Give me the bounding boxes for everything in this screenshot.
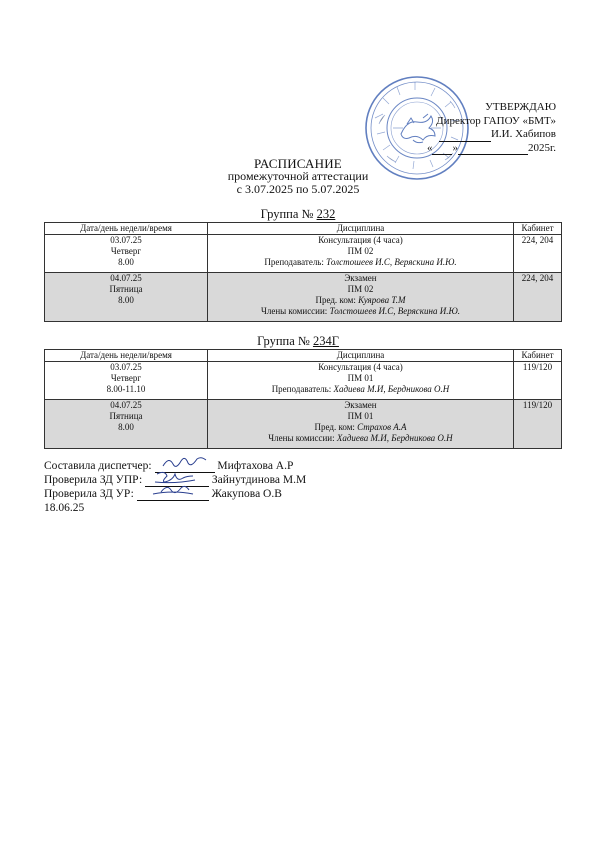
document-date: 18.06.25 (44, 502, 85, 514)
document-subtitle: промежуточной аттестации (227, 169, 369, 183)
row-time: 8.00 (118, 257, 134, 267)
signature-line (137, 489, 209, 501)
members-names: Хадиева М.И, Бердникова О.Н (336, 433, 453, 443)
chair-name: Куярова Т.М (358, 295, 406, 305)
header-room: Кабинет (514, 350, 562, 362)
signer-name: Жакупова О.В (211, 488, 282, 500)
approval-title: УТВЕРЖДАЮ (485, 101, 556, 113)
header-discipline: Дисциплина (208, 350, 514, 362)
day-blank (432, 144, 452, 155)
members-label: Члены комиссии: (268, 433, 335, 443)
header-room: Кабинет (514, 223, 562, 235)
table-row (45, 273, 562, 322)
approval-block (406, 101, 556, 155)
person-label: Преподаватель: (264, 257, 324, 267)
row-type: Консультация (4 часа) (318, 362, 403, 372)
signer-label: Проверила ЗД УР: (44, 488, 134, 500)
table-header-row (45, 350, 562, 362)
row-type: Экзамен (344, 273, 377, 283)
document-title: РАСПИСАНИЕ (254, 156, 342, 171)
row-module: ПМ 02 (347, 246, 374, 256)
table-row (45, 400, 562, 449)
discipline-cell (208, 362, 514, 400)
signer-name: Зайнутдинова М.М (211, 474, 307, 486)
discipline-cell (208, 235, 514, 273)
room-cell: 119/120 (514, 362, 562, 400)
approval-position: Директор ГАПОУ «БМТ» (436, 114, 556, 127)
row-module: ПМ 01 (347, 373, 374, 383)
approval-date-line (406, 142, 556, 156)
discipline-cell (208, 273, 514, 322)
header-discipline: Дисциплина (208, 223, 514, 235)
row-person-line (210, 384, 511, 395)
approval-director-line (406, 128, 556, 142)
row-time: 8.00 (118, 422, 134, 432)
row-module: ПМ 01 (347, 411, 374, 421)
chair-label: Пред. ком: (315, 295, 356, 305)
date-cell (45, 400, 208, 449)
row-chair-line (210, 422, 511, 433)
row-members-line (210, 433, 511, 444)
row-members-line (210, 306, 511, 317)
approval-director-name: И.И. Хабипов (490, 128, 556, 140)
signer-name: Мифтахова А.Р (217, 460, 294, 472)
header-date: Дата/день недели/время (45, 350, 208, 362)
row-chair-line (210, 295, 511, 306)
quote-open: « (426, 141, 433, 154)
date-cell (45, 362, 208, 400)
table-row (45, 362, 562, 400)
group-label: Группа № (257, 334, 310, 348)
members-label: Члены комиссии: (260, 306, 328, 316)
signatures-block (44, 459, 306, 515)
row-time: 8.00 (118, 295, 134, 305)
date-cell (45, 235, 208, 273)
table-row (45, 235, 562, 273)
group-title (0, 208, 596, 221)
row-day: Четверг (110, 373, 142, 383)
document-period: с 3.07.2025 по 5.07.2025 (236, 182, 360, 196)
row-date: 03.07.25 (110, 235, 142, 245)
row-date: 04.07.25 (110, 273, 142, 283)
person-name: Хадиева М.И, Бердникова О.Н (333, 384, 450, 394)
header-date: Дата/день недели/время (45, 223, 208, 235)
person-label: Преподаватель: (271, 384, 332, 394)
row-module: ПМ 02 (347, 284, 374, 294)
chair-name: Страхов А.А (357, 422, 407, 432)
signer-label: Проверила ЗД УПР: (44, 474, 143, 486)
schedule-table (44, 222, 562, 322)
group-number: 234Г (312, 334, 339, 348)
group-title (0, 335, 596, 348)
row-time: 8.00-11.10 (106, 384, 146, 394)
handwritten-signature (143, 482, 199, 500)
row-type: Консультация (4 часа) (318, 235, 403, 245)
discipline-cell (208, 400, 514, 449)
room-cell: 224, 204 (514, 235, 562, 273)
schedule-table (44, 349, 562, 449)
month-blank (458, 144, 528, 155)
row-date: 03.07.25 (110, 362, 142, 372)
row-type: Экзамен (344, 400, 377, 410)
group-label: Группа № (260, 207, 314, 221)
row-day: Четверг (110, 246, 142, 256)
quote-close: » (452, 141, 458, 154)
members-names: Толстошеев И.С, Веряскина И.Ю. (329, 306, 461, 316)
signature-line (439, 131, 491, 142)
room-cell: 224, 204 (514, 273, 562, 322)
row-date: 04.07.25 (110, 400, 142, 410)
approval-year: 2025г. (527, 141, 556, 154)
document-heading (0, 157, 596, 196)
chair-label: Пред. ком: (314, 422, 355, 432)
person-name: Толстошеев И.С, Веряскина И.Ю. (326, 257, 457, 267)
signer-label: Составила диспетчер: (44, 460, 152, 472)
row-day: Пятница (109, 411, 143, 421)
signature-row (44, 487, 306, 501)
room-cell: 119/120 (514, 400, 562, 449)
group-number: 232 (316, 207, 336, 221)
row-day: Пятница (109, 284, 143, 294)
row-person-line (210, 257, 511, 268)
date-cell (45, 273, 208, 322)
table-header-row (45, 223, 562, 235)
